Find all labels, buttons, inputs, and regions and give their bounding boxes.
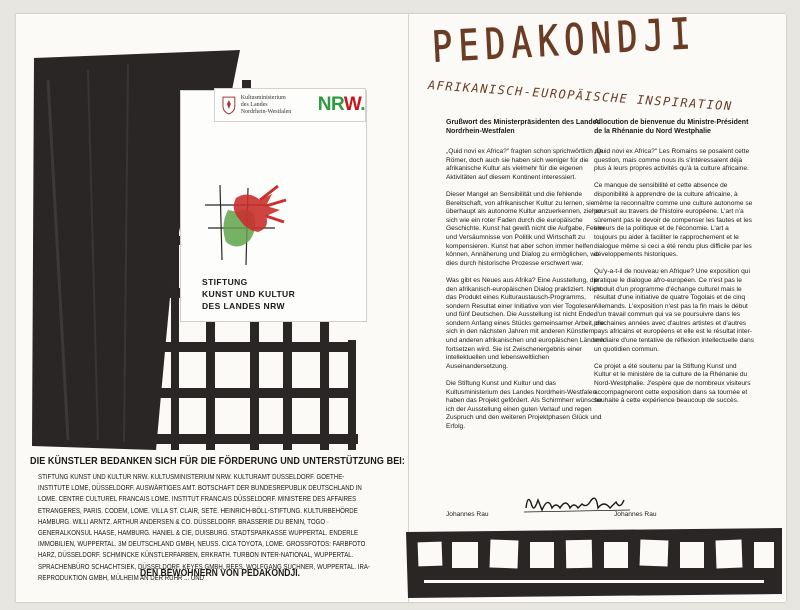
french-paragraph-2: Ce manque de sensibilité et cette absence de disponibilité à apprendre de la culture africaine, à même la reconnaître comme une culture autonome se poursuit au travers de l'histoire européene. L'art n'a sûrement pas le devoir de compenser les fautes et les erreurs de la politique et de l'économie. L'art a toujours pu aider à faciliter le rapprochement et le dialogue même si ceci a été rendu plus difficile par les développements historiques. bbox=[594, 182, 753, 259]
french-paragraph-4: Ce projet a été soutenu par la Stiftung Kunst und Kultur et le ministère de la culture de la Rhénanie du Nord-Westphalie. J'espère que de nombreux visiteurs accompagneront cette exposition dans sa tournée et souhaite à cette expérience beaucoup de succès. bbox=[594, 362, 751, 405]
nrw-logo-nr: NR bbox=[317, 94, 344, 115]
french-greeting-column bbox=[594, 118, 754, 414]
foundation-line-1: STIFTUNG bbox=[202, 277, 248, 287]
ministry-name bbox=[241, 95, 316, 116]
german-paragraph-3: Was gibt es Neues aus Afrika? Eine Ausstellung, die den afrikanisch-europäischen Dialog praktiziert. Nicht das Produkt eines Kulturaustausch-Programms, sondern Resultat einer Initiative von vier Togolesen und fünf Deutschen. Die Ausstellung ist nicht Ende, sondern Anfang eines Stücks gemeinsamer Arbeit, die sich in den nächsten Jahren mit anderen Künstlern und anderen afrikanischen und europäischen Ländern fortsetzen wird. Sie ist Zwischenergebnis einer intellektuellen und lebensweltlichen Auseinandersetzung. bbox=[446, 276, 605, 370]
film-strip-print bbox=[404, 518, 784, 600]
ministry-line-2: des Landes bbox=[240, 101, 268, 108]
german-signer: Johannes Rau bbox=[446, 511, 489, 518]
hand-print-emblem bbox=[200, 180, 290, 270]
thanks-heading: DIE KÜNSTLER BEDANKEN SICH FÜR DIE FÖRDERUNG UND UNTERSTÜTZUNG BEI: bbox=[30, 455, 406, 467]
foundation-name bbox=[202, 276, 362, 312]
foundation-line-2: KUNST UND KULTUR bbox=[202, 289, 296, 299]
ministry-line-1: Kultusministerium bbox=[240, 94, 286, 101]
german-paragraph-2: Dieser Mangel an Sensibilität und die fehlende Bereitschaft, von afrikanischer Kultur zu lernen, sie überhaupt als autonome Kultur anzuerkennen, ziehen sich wie ein roter Faden durch die europäische Geschichte. Kunst hat gewiß nicht die Aufgabe, Fehler und Versäumnisse von Politik und Wirtschaft zu kompensieren. Kunst hat aber schon immer helfen können, Annäherung und Dialog zu ermöglichen, wo dies durch historische Prozesse erschwert war. bbox=[446, 190, 605, 267]
german-paragraph-4: Die Stiftung Kunst und Kultur und das Kultusministerium des Landes Nordrhein-Westfalen haben das Projekt gefördert. Als Schirmherr wünsche ich der Ausstellung einen guten Verlauf und regen Zuspruch und den weiteren Projektphasen Glück und Erfolg. bbox=[446, 380, 602, 430]
german-greeting-column bbox=[446, 118, 606, 440]
ministry-logo-bar bbox=[214, 88, 366, 122]
crest-icon bbox=[221, 95, 237, 115]
french-heading: Allocution de bienvenue du Ministre-Président de la Rhénanie du Nord Westphalie bbox=[594, 119, 749, 135]
nrw-logo-w: W bbox=[343, 94, 361, 115]
handwritten-title: PEDAKONDJI bbox=[430, 9, 698, 73]
nrw-logo bbox=[318, 94, 365, 116]
center-fold bbox=[408, 14, 409, 602]
handwritten-subtitle: AFRIKANISCH-EUROPÄISCHE INSPIRATION bbox=[427, 78, 734, 114]
german-heading: Grußwort des Ministerpräsidenten des Landes Nordrhein-Westfalen bbox=[446, 119, 601, 135]
ministry-line-3: Nordrhein-Westfalen bbox=[240, 108, 292, 115]
french-paragraph-3: Qu'y-a-t-il de nouveau en Afrique? Une exposition qui pratique le dialogue afro-européen. Ce n'est pas le produit d'un programme d'échange culturel mais le résultat d'une initiative de quatre Togolais et de cinq Allemands. L'exposition n'est pas la fin mais le début d'un travail commun qui va se poursuivre dans les prochaines années avec d'autres artistes et d'autres pays africains et européens et elle est le résultat inter-médiaire d'une tentative de réflexion intellectuelle dans un quotidien commun. bbox=[594, 268, 754, 353]
french-paragraph-1: „Quid novi ex Africa?" Les Romains se posaient cette question, mais comme nous ils s'intéressaient déjà plus à leurs propres activités qu'à la culture africaine. bbox=[594, 148, 750, 173]
nrw-logo-dot: . bbox=[360, 94, 365, 115]
foundation-line-3: DES LANDES NRW bbox=[202, 301, 285, 311]
french-signer: Johannes Rau bbox=[614, 511, 657, 518]
closing-line: DEN BEWOHNERN VON PEDAKONDJI. bbox=[140, 568, 301, 579]
sponsors-list: STIFTUNG KUNST UND KULTUR NRW. KULTUSMINISTERIUM NRW. KULTURAMT DÜSSELDORF. GOETHE-INSTITUTE LOME, DÜSSELDORF. AUSWÄRTIGES AMT. BOTSCHAFT DER BUNDESREPUBLIK DEUTSCHLAND IN LOME. CENTRE CULTUREL FRANCAIS LOME. INSTITUT FRANCAIS DÜSSELDORF. MINISTERE DES AFFAIRES ETRANGERES, PARIS. CODEM, LOME. VILLA ST. CLAIR, SETE. HEINRICH-BÖLL-STIFTUNG. KULTURBEHÖRDE HAMBURG. WILLI ARNTZ. ARTHUR ANDERSEN & CO. DÜSSELDORF. BRASSERIE DU BENIN, TOGO · GENERALKONSUL HAASE, HAMBURG. HANIEL & CIE, DUISBURG. STADTSPARKASSE WUPPERTAL. ENDERLE IMMOBILIEN, WUPPERTAL. 3M DEUTSCHLAND GMBH, NEUSS. CICA TOYOTA, LOME. GROSSFOTOS: FARBFOTO HARZ, DÜSSELDORF. SCHMINCKE KÜNSTLERFARBEN, ERKRATH. TURBON INTER-NATIONAL, WUPPERTAL. SPRACHENBÜRO SCHACHTSIEK, DÜSSELDORF. KEYES GMBH, REES. WOLFGANG SUCHNER, WUPPERTAL. IRA-REPRODUKTION GMBH, MÜLHEIM AN DER RUHR ... UND bbox=[38, 473, 370, 582]
german-paragraph-1: „Quid novi ex Africa?" fragten schon sprichwörtlich die Römer, doch auch sie haben sich weniger für die afrikanische Kultur als vielmehr für die eigenen Aktivitäten auf diesem Kontinent interessiert. bbox=[446, 148, 604, 181]
